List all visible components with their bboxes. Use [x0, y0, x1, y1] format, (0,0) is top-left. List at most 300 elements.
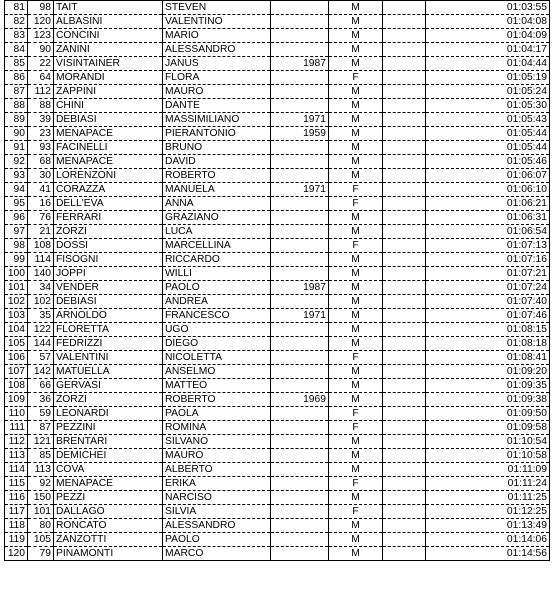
gender-cell: M [329, 435, 383, 449]
time-cell: 01:08:15 [426, 323, 550, 337]
gender-cell: M [329, 127, 383, 141]
bib-number-cell: 108 [28, 239, 54, 253]
first-name-cell: MASSIMILIANO [163, 113, 271, 127]
table-row [5, 99, 550, 113]
empty-cell [383, 477, 426, 491]
surname-cell: VENDER [54, 281, 163, 295]
gender-cell: M [329, 211, 383, 225]
bib-number-cell: 80 [28, 519, 54, 533]
bib-number-cell: 144 [28, 337, 54, 351]
position-cell: 114 [5, 463, 28, 477]
birth-year-cell: 1959 [271, 127, 329, 141]
position-cell: 111 [5, 421, 28, 435]
empty-cell [383, 253, 426, 267]
surname-cell: CORAZZA [54, 183, 163, 197]
birth-year-cell [271, 239, 329, 253]
time-cell: 01:05:46 [426, 155, 550, 169]
time-cell: 01:11:24 [426, 477, 550, 491]
first-name-cell: PAOLO [163, 533, 271, 547]
table-row [5, 113, 550, 127]
first-name-cell: UGO [163, 323, 271, 337]
bib-number-cell: 39 [28, 113, 54, 127]
surname-cell: FISOGNI [54, 253, 163, 267]
empty-cell [383, 337, 426, 351]
gender-cell: M [329, 169, 383, 183]
surname-cell: FLORETTA [54, 323, 163, 337]
bib-number-cell: 140 [28, 267, 54, 281]
table-row [5, 1, 550, 15]
first-name-cell: ROMINA [163, 421, 271, 435]
birth-year-cell [271, 15, 329, 29]
table-row [5, 547, 550, 561]
gender-cell: M [329, 99, 383, 113]
surname-cell: COVA [54, 463, 163, 477]
birth-year-cell [271, 169, 329, 183]
table-row [5, 407, 550, 421]
bib-number-cell: 90 [28, 43, 54, 57]
time-cell: 01:09:50 [426, 407, 550, 421]
first-name-cell: NARCISO [163, 491, 271, 505]
bib-number-cell: 120 [28, 15, 54, 29]
gender-cell: M [329, 393, 383, 407]
table-row [5, 267, 550, 281]
table-row [5, 29, 550, 43]
surname-cell: PINAMONTI [54, 547, 163, 561]
bib-number-cell: 68 [28, 155, 54, 169]
first-name-cell: ANSELMO [163, 365, 271, 379]
time-cell: 01:05:30 [426, 99, 550, 113]
table-row [5, 239, 550, 253]
position-cell: 85 [5, 57, 28, 71]
table-row [5, 127, 550, 141]
birth-year-cell [271, 463, 329, 477]
gender-cell: M [329, 323, 383, 337]
table-row [5, 519, 550, 533]
empty-cell [383, 99, 426, 113]
empty-cell [383, 29, 426, 43]
bib-number-cell: 36 [28, 393, 54, 407]
table-row [5, 281, 550, 295]
birth-year-cell [271, 477, 329, 491]
table-row [5, 309, 550, 323]
first-name-cell: MANUELA [163, 183, 271, 197]
bib-number-cell: 122 [28, 323, 54, 337]
surname-cell: ZANINI [54, 43, 163, 57]
surname-cell: TAIT [54, 1, 163, 15]
birth-year-cell [271, 99, 329, 113]
position-cell: 113 [5, 449, 28, 463]
gender-cell: M [329, 29, 383, 43]
first-name-cell: SILVANO [163, 435, 271, 449]
birth-year-cell [271, 29, 329, 43]
position-cell: 118 [5, 519, 28, 533]
time-cell: 01:04:17 [426, 43, 550, 57]
time-cell: 01:04:09 [426, 29, 550, 43]
table-row [5, 295, 550, 309]
time-cell: 01:05:24 [426, 85, 550, 99]
position-cell: 94 [5, 183, 28, 197]
surname-cell: GERVASI [54, 379, 163, 393]
gender-cell: M [329, 225, 383, 239]
gender-cell: F [329, 197, 383, 211]
empty-cell [383, 15, 426, 29]
empty-cell [383, 435, 426, 449]
gender-cell: F [329, 183, 383, 197]
first-name-cell: FRANCESCO [163, 309, 271, 323]
first-name-cell: WILLI [163, 267, 271, 281]
first-name-cell: ANNA [163, 197, 271, 211]
birth-year-cell [271, 71, 329, 85]
empty-cell [383, 113, 426, 127]
position-cell: 116 [5, 491, 28, 505]
empty-cell [383, 1, 426, 15]
first-name-cell: MATTEO [163, 379, 271, 393]
table-row [5, 463, 550, 477]
gender-cell: F [329, 477, 383, 491]
position-cell: 103 [5, 309, 28, 323]
table-row [5, 155, 550, 169]
results-table [4, 0, 550, 561]
bib-number-cell: 102 [28, 295, 54, 309]
birth-year-cell [271, 267, 329, 281]
surname-cell: ALBASINI [54, 15, 163, 29]
bib-number-cell: 98 [28, 1, 54, 15]
surname-cell: LORENZONI [54, 169, 163, 183]
empty-cell [383, 71, 426, 85]
gender-cell: M [329, 519, 383, 533]
gender-cell: M [329, 533, 383, 547]
birth-year-cell [271, 323, 329, 337]
empty-cell [383, 463, 426, 477]
time-cell: 01:08:41 [426, 351, 550, 365]
gender-cell: M [329, 281, 383, 295]
position-cell: 102 [5, 295, 28, 309]
empty-cell [383, 323, 426, 337]
empty-cell [383, 127, 426, 141]
position-cell: 101 [5, 281, 28, 295]
birth-year-cell: 1987 [271, 57, 329, 71]
birth-year-cell [271, 379, 329, 393]
position-cell: 95 [5, 197, 28, 211]
birth-year-cell [271, 295, 329, 309]
table-row [5, 337, 550, 351]
empty-cell [383, 225, 426, 239]
bib-number-cell: 85 [28, 449, 54, 463]
surname-cell: LEONARDI [54, 407, 163, 421]
first-name-cell: MARIO [163, 29, 271, 43]
surname-cell: FERRARI [54, 211, 163, 225]
table-row [5, 57, 550, 71]
gender-cell: M [329, 267, 383, 281]
surname-cell: DELL'EVA [54, 197, 163, 211]
first-name-cell: ALBERTO [163, 463, 271, 477]
surname-cell: JOPPI [54, 267, 163, 281]
position-cell: 89 [5, 113, 28, 127]
first-name-cell: LUCA [163, 225, 271, 239]
surname-cell: DEBIASI [54, 295, 163, 309]
position-cell: 106 [5, 351, 28, 365]
bib-number-cell: 16 [28, 197, 54, 211]
birth-year-cell [271, 449, 329, 463]
bib-number-cell: 150 [28, 491, 54, 505]
bib-number-cell: 30 [28, 169, 54, 183]
time-cell: 01:05:44 [426, 127, 550, 141]
time-cell: 01:14:06 [426, 533, 550, 547]
table-row [5, 15, 550, 29]
time-cell: 01:06:21 [426, 197, 550, 211]
table-row [5, 379, 550, 393]
gender-cell: M [329, 309, 383, 323]
empty-cell [383, 393, 426, 407]
empty-cell [383, 211, 426, 225]
position-cell: 90 [5, 127, 28, 141]
table-row [5, 351, 550, 365]
gender-cell: F [329, 71, 383, 85]
gender-cell: M [329, 1, 383, 15]
position-cell: 99 [5, 253, 28, 267]
position-cell: 97 [5, 225, 28, 239]
time-cell: 01:07:13 [426, 239, 550, 253]
bib-number-cell: 21 [28, 225, 54, 239]
table-row [5, 365, 550, 379]
empty-cell [383, 197, 426, 211]
position-cell: 109 [5, 393, 28, 407]
gender-cell: M [329, 337, 383, 351]
time-cell: 01:11:09 [426, 463, 550, 477]
position-cell: 84 [5, 43, 28, 57]
first-name-cell: ALESSANDRO [163, 43, 271, 57]
birth-year-cell [271, 85, 329, 99]
gender-cell: M [329, 547, 383, 561]
position-cell: 107 [5, 365, 28, 379]
birth-year-cell [271, 225, 329, 239]
time-cell: 01:05:44 [426, 141, 550, 155]
position-cell: 96 [5, 211, 28, 225]
surname-cell: PEZZI [54, 491, 163, 505]
birth-year-cell: 1971 [271, 113, 329, 127]
bib-number-cell: 112 [28, 85, 54, 99]
time-cell: 01:05:43 [426, 113, 550, 127]
time-cell: 01:04:08 [426, 15, 550, 29]
surname-cell: MATUELLA [54, 365, 163, 379]
surname-cell: MENAPACE [54, 127, 163, 141]
time-cell: 01:09:35 [426, 379, 550, 393]
empty-cell [383, 379, 426, 393]
gender-cell: F [329, 407, 383, 421]
surname-cell: FEDRIZZI [54, 337, 163, 351]
gender-cell: M [329, 379, 383, 393]
surname-cell: DALLAGO [54, 505, 163, 519]
birth-year-cell [271, 337, 329, 351]
first-name-cell: PAOLO [163, 281, 271, 295]
birth-year-cell [271, 365, 329, 379]
empty-cell [383, 491, 426, 505]
first-name-cell: MARCO [163, 547, 271, 561]
birth-year-cell [271, 533, 329, 547]
birth-year-cell [271, 211, 329, 225]
position-cell: 91 [5, 141, 28, 155]
empty-cell [383, 449, 426, 463]
first-name-cell: ALESSANDRO [163, 519, 271, 533]
position-cell: 87 [5, 85, 28, 99]
surname-cell: CONCINI [54, 29, 163, 43]
first-name-cell: NICOLETTA [163, 351, 271, 365]
birth-year-cell: 1969 [271, 393, 329, 407]
bib-number-cell: 105 [28, 533, 54, 547]
birth-year-cell [271, 519, 329, 533]
surname-cell: VISINTAINER [54, 57, 163, 71]
table-row [5, 211, 550, 225]
position-cell: 86 [5, 71, 28, 85]
gender-cell: F [329, 421, 383, 435]
bib-number-cell: 123 [28, 29, 54, 43]
position-cell: 92 [5, 155, 28, 169]
bib-number-cell: 35 [28, 309, 54, 323]
time-cell: 01:10:58 [426, 449, 550, 463]
position-cell: 110 [5, 407, 28, 421]
birth-year-cell [271, 505, 329, 519]
time-cell: 01:13:49 [426, 519, 550, 533]
position-cell: 119 [5, 533, 28, 547]
surname-cell: DEMICHEI [54, 449, 163, 463]
table-row [5, 533, 550, 547]
empty-cell [383, 519, 426, 533]
time-cell: 01:07:21 [426, 267, 550, 281]
bib-number-cell: 41 [28, 183, 54, 197]
surname-cell: MENAPACE [54, 477, 163, 491]
gender-cell: M [329, 253, 383, 267]
position-cell: 112 [5, 435, 28, 449]
birth-year-cell: 1971 [271, 183, 329, 197]
surname-cell: VALENTINI [54, 351, 163, 365]
bib-number-cell: 76 [28, 211, 54, 225]
table-row [5, 225, 550, 239]
gender-cell: M [329, 141, 383, 155]
position-cell: 115 [5, 477, 28, 491]
empty-cell [383, 365, 426, 379]
bib-number-cell: 64 [28, 71, 54, 85]
gender-cell: M [329, 155, 383, 169]
results-body [5, 1, 550, 561]
first-name-cell: GRAZIANO [163, 211, 271, 225]
table-row [5, 449, 550, 463]
position-cell: 81 [5, 1, 28, 15]
position-cell: 93 [5, 169, 28, 183]
empty-cell [383, 43, 426, 57]
empty-cell [383, 85, 426, 99]
first-name-cell: DIEGO [163, 337, 271, 351]
gender-cell: M [329, 43, 383, 57]
position-cell: 120 [5, 547, 28, 561]
empty-cell [383, 155, 426, 169]
first-name-cell: VALENTINO [163, 15, 271, 29]
gender-cell: F [329, 239, 383, 253]
bib-number-cell: 113 [28, 463, 54, 477]
first-name-cell: MAURO [163, 85, 271, 99]
time-cell: 01:06:07 [426, 169, 550, 183]
time-cell: 01:05:19 [426, 71, 550, 85]
bib-number-cell: 66 [28, 379, 54, 393]
empty-cell [383, 281, 426, 295]
time-cell: 01:07:46 [426, 309, 550, 323]
table-row [5, 71, 550, 85]
bib-number-cell: 79 [28, 547, 54, 561]
empty-cell [383, 421, 426, 435]
time-cell: 01:07:24 [426, 281, 550, 295]
first-name-cell: DAVID [163, 155, 271, 169]
time-cell: 01:10:54 [426, 435, 550, 449]
bib-number-cell: 22 [28, 57, 54, 71]
bib-number-cell: 34 [28, 281, 54, 295]
table-row [5, 435, 550, 449]
first-name-cell: MAURO [163, 449, 271, 463]
gender-cell: M [329, 491, 383, 505]
gender-cell: M [329, 449, 383, 463]
empty-cell [383, 351, 426, 365]
empty-cell [383, 141, 426, 155]
first-name-cell: PAOLA [163, 407, 271, 421]
position-cell: 98 [5, 239, 28, 253]
bib-number-cell: 57 [28, 351, 54, 365]
empty-cell [383, 183, 426, 197]
bib-number-cell: 59 [28, 407, 54, 421]
surname-cell: ZORZI [54, 393, 163, 407]
table-row [5, 197, 550, 211]
empty-cell [383, 407, 426, 421]
position-cell: 83 [5, 29, 28, 43]
time-cell: 01:09:38 [426, 393, 550, 407]
first-name-cell: ROBERTO [163, 169, 271, 183]
birth-year-cell [271, 1, 329, 15]
position-cell: 108 [5, 379, 28, 393]
bib-number-cell: 114 [28, 253, 54, 267]
position-cell: 82 [5, 15, 28, 29]
bib-number-cell: 92 [28, 477, 54, 491]
bib-number-cell: 101 [28, 505, 54, 519]
empty-cell [383, 533, 426, 547]
gender-cell: F [329, 505, 383, 519]
first-name-cell: ROBERTO [163, 393, 271, 407]
bib-number-cell: 121 [28, 435, 54, 449]
time-cell: 01:07:16 [426, 253, 550, 267]
surname-cell: ZORZI [54, 225, 163, 239]
birth-year-cell [271, 421, 329, 435]
time-cell: 01:11:25 [426, 491, 550, 505]
empty-cell [383, 505, 426, 519]
surname-cell: ARNOLDO [54, 309, 163, 323]
birth-year-cell [271, 435, 329, 449]
birth-year-cell [271, 491, 329, 505]
surname-cell: FACINELLI [54, 141, 163, 155]
time-cell: 01:06:54 [426, 225, 550, 239]
gender-cell: M [329, 113, 383, 127]
empty-cell [383, 295, 426, 309]
bib-number-cell: 88 [28, 99, 54, 113]
birth-year-cell [271, 407, 329, 421]
table-row [5, 505, 550, 519]
table-row [5, 421, 550, 435]
birth-year-cell [271, 253, 329, 267]
time-cell: 01:09:20 [426, 365, 550, 379]
table-row [5, 85, 550, 99]
bib-number-cell: 87 [28, 421, 54, 435]
birth-year-cell [271, 43, 329, 57]
birth-year-cell: 1971 [271, 309, 329, 323]
surname-cell: BRENTARI [54, 435, 163, 449]
surname-cell: DOSSI [54, 239, 163, 253]
surname-cell: CHINI [54, 99, 163, 113]
birth-year-cell [271, 351, 329, 365]
